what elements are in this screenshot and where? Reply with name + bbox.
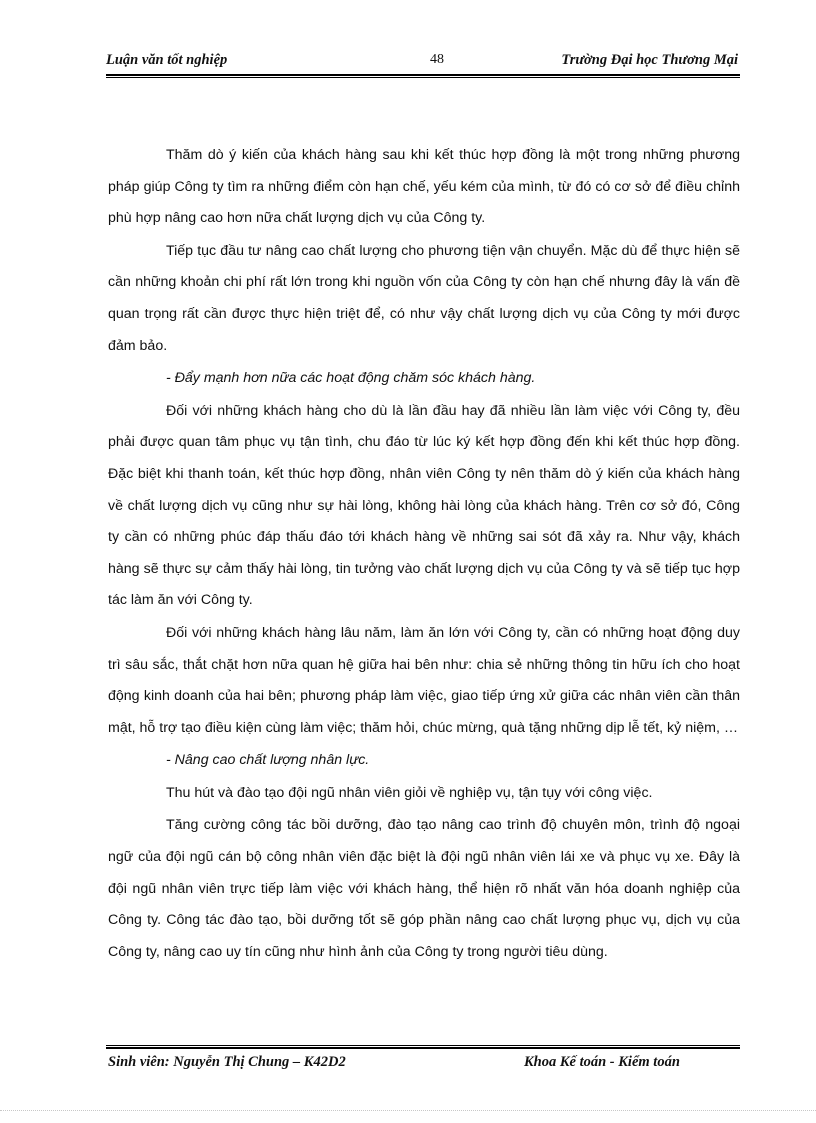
paragraph: Tiếp tục đầu tư nâng cao chất lượng cho phương tiện vận chuyển. Mặc dù để thực hiện sẽ cần những khoản chi phí rất lớn trong khi nguồn vốn của Công ty còn hạn chế nhưng đây là vấn đề quan trọng rất cần được thực hiện triệt để, có như vậy chất lượng dịch vụ của Công ty mới được đảm bảo. — [108, 242, 740, 354]
header-divider — [106, 74, 740, 78]
paragraph: Thu hút và đào tạo đội ngũ nhân viên giỏi về nghiệp vụ, tận tụy với công việc. — [166, 784, 653, 801]
faculty-name: Khoa Kế toán - Kiểm toán — [524, 1054, 680, 1070]
section-heading-customer-care: - Đẩy mạnh hơn nữa các hoạt động chăm sóc khách hàng. — [166, 370, 536, 387]
page-number: 48 — [430, 52, 444, 67]
section-heading-human-resources: - Nâng cao chất lượng nhân lực. — [166, 752, 370, 769]
paragraph: Đối với những khách hàng cho dù là lần đầu hay đã nhiều lần làm việc với Công ty, đều phải được quan tâm phục vụ tận tình, chu đáo từ lúc ký kết hợp đồng đến khi kết thúc hợp đồng. Đặc biệt khi thanh toán, kết thúc hợp đồng, nhân viên Công ty nên thăm dò ý kiến của khách hàng về chất lượng dịch vụ cũng như sự hài lòng, không hài lòng của khách hàng. Trên cơ sở đó, Công ty cần có những phúc đáp thấu đáo tới khách hàng về những sai sót đã xảy ra. Như vậy, khách hàng sẽ thực sự cảm thấy hài lòng, tin tưởng vào chất lượng dịch vụ của Công ty và sẽ tiếp tục hợp tác làm ăn với Công ty. — [108, 402, 740, 609]
document-body — [108, 140, 740, 969]
page-header — [106, 52, 738, 74]
paragraph: Thăm dò ý kiến của khách hàng sau khi kết thúc hợp đồng là một trong những phương pháp giúp Công ty tìm ra những điểm còn hạn chế, yếu kém của mình, từ đó có cơ sở để điều chỉnh phù hợp nâng cao hơn nữa chất lượng dịch vụ của Công ty. — [108, 147, 740, 227]
page-edge — [0, 1110, 816, 1111]
paragraph: Đối với những khách hàng lâu năm, làm ăn lớn với Công ty, cần có những hoạt động duy trì sâu sắc, thắt chặt hơn nữa quan hệ giữa hai bên như: chia sẻ những thông tin hữu ích cho hoạt động kinh doanh của hai bên; phương pháp làm việc, giao tiếp ứng xử giữa các nhân viên cần thân mật, hỗ trợ tạo điều kiện cùng làm việc; thăm hỏi, chúc mừng, quà tặng những dịp lễ tết, kỷ niệm, … — [108, 624, 740, 736]
page-footer — [106, 1054, 738, 1076]
thesis-label: Luận văn tốt nghiệp — [106, 52, 228, 68]
paragraph: Tăng cường công tác bồi dưỡng, đào tạo nâng cao trình độ chuyên môn, trình độ ngoại ngữ của đội ngũ cán bộ công nhân viên đặc biệt là đội ngũ nhân viên lái xe và phục vụ xe. Đây là đội ngũ nhân viên trực tiếp làm việc với khách hàng, thể hiện rõ nhất văn hóa doanh nghiệp của Công ty. Công tác đào tạo, bồi dưỡng tốt sẽ góp phần nâng cao chất lượng phục vụ, dịch vụ của Công ty, nâng cao uy tín cũng như hình ảnh của Công ty trong người tiêu dùng. — [108, 817, 740, 960]
university-name: Trường Đại học Thương Mại — [561, 52, 738, 68]
footer-divider — [106, 1045, 740, 1049]
student-name: Sinh viên: Nguyễn Thị Chung – K42D2 — [108, 1054, 346, 1070]
